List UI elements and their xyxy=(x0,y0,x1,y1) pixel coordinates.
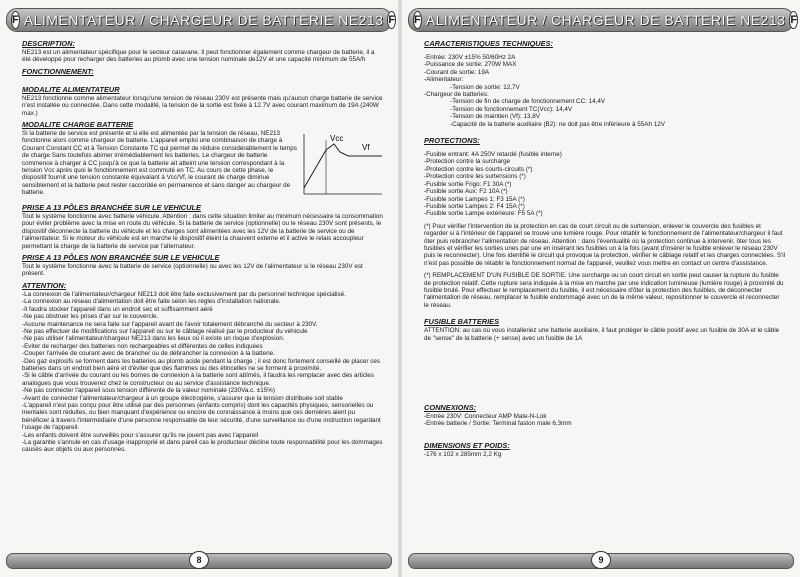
description-text: NE213 est un alimentateur spécifique pour le secteur caravane. Il peut fonctionner également comme chargeur de batterie, il a été développé pour recharger des batteries au plomb avec une tension nominale de12V et une capacité minimum de 55A/h xyxy=(22,49,375,64)
attention-item: -Couper l'arrivée de courant avec de brancher ou de débrancher la connexion à la batterie. xyxy=(22,350,275,358)
carac-chargeur-item: -Capacité de la batterie auxiliaire (B2): ne doit pas être inférieure à 55Ah 12V xyxy=(450,120,665,128)
page-content xyxy=(22,36,384,547)
protection-note-2: (*) REMPLACEMENT D'UN FUSIBLE DE SORTIE. Une surcharge ou un court circuit en sortie peut causer la rupture du fusible de protection relatif. Cette rupture sera indiquée à la mise en marche par une indication lumineuse (lumière rouge) à proximité du fusible brulé. Pour effectuer le remplacement du fusible, il est nécessaire d'ôter la protection des fusibles, de déconnecter l'alimentation de réseau, remplacer le fusible endommagé avec un de la même valeur, repositionner le couvercle et reconnecter le réseau. xyxy=(424,272,784,309)
prise-non-branchee-heading: PRISE A 13 PÔLES NON BRANCHÉE SUR LE VEHICULE xyxy=(22,253,220,263)
attention-heading: ATTENTION: xyxy=(22,280,67,290)
page-header-banner xyxy=(6,8,396,32)
attention-item: -Les enfants doivent être surveillés pour s'assurer qu'ils ne jouent pas avec l'appareil xyxy=(22,431,259,439)
page-number: 8 xyxy=(189,551,209,569)
attention-item: -Ne pas effectuer de modifications sur l'appareil ou sur le câblage réalisé par le producteur du véhicule xyxy=(22,327,308,335)
carac-item: -Alimentateur: xyxy=(424,76,464,84)
protection-item: -Protection contre les courts-circuits (*) xyxy=(424,165,533,173)
protection-item: -Fusible sortie Lampes 2: F4 15A (*) xyxy=(424,202,525,210)
page-title: ALIMENTATEUR / CHARGEUR DE BATTERIE NE213 xyxy=(425,12,786,28)
attention-item: -La connexion au réseau d'alimentation doit être faite selon les règles d'installation nationale. xyxy=(22,298,281,306)
attention-list xyxy=(22,291,384,454)
page-header-banner xyxy=(408,8,798,32)
attention-item: -Ne pas obstruer les prises d'air sur le couvercle. xyxy=(22,313,159,321)
fonctionnement-heading: FONCTIONNEMENT: xyxy=(22,66,94,76)
protection-item: -Fusible sortie Aux: F2 10A (*) xyxy=(424,188,508,196)
protection-item: -Fusible entrant: 4A 250V retardé (fusible interne) xyxy=(424,151,562,159)
page-title: ALIMENTATEUR / CHARGEUR DE BATTERIE NE213 xyxy=(23,12,384,28)
language-badge-left: F xyxy=(11,11,20,29)
charge-curve-line xyxy=(304,144,382,188)
prise-branchee-heading: PRISE A 13 PÔLES BRANCHÉE SUR LE VEHICULE xyxy=(22,203,201,213)
attention-item: -Avant de connecter l'alimentateur/chargeur à un groupe électrogène, s'assurer que la tension distribuée soit stable xyxy=(22,394,343,402)
page-footer-bar xyxy=(408,553,794,569)
prise-non-branchee-text: Tout le système fonctionne avec la batterie de service (optionnelle) ou avec les 12V de l'alimentateur si le réseau 230V est présent. xyxy=(22,263,363,278)
protection-item: -Fusible sortie Lampe extérieure: F5 5A (*) xyxy=(424,210,543,218)
dimensions-heading: DIMENSIONS ET POIDS: xyxy=(424,440,510,450)
carac-item: -Puissance de sortie: 270W MAX xyxy=(424,61,517,69)
modalite-charge-text: Si la batterie de service est présente et si elle est alimentée par la tension de réseau, NE213 fonctionne alors comme chargeur de batterie. L'appareil emploi une combinaison de charge à Courant Constant CC et à Tension Constante TC qui permet de réduire considérablement le temps de charge Sans toutefois abimer irrémédiablement les batteries. Le chargeur de batterie commence à charger à CC jusqu'à ce que la batterie ait atteint une tension correspondant à la tension Vcc après quoi le fonctionnement est commuté en TC. Au cours de cette phase, le dispositif fournit une tension constante équivalant à Vcc/Vf, le courant de charge diminue sensiblement et la batterie peut rester raccordée en permanence et sans danger au chargeur de batterie. xyxy=(22,130,297,197)
carac-chargeur-label: -Chargeur de batteries: xyxy=(424,91,489,99)
description-heading: DESCRIPTION: xyxy=(22,39,75,48)
dimensions-text: -176 x 102 x 285mm 2,2 Kg xyxy=(424,450,502,458)
attention-item: -La connexion de l'alimentateur/chargeur NE213 doit être faite exclusivement par du personnel technique spécialisé. xyxy=(22,290,346,298)
protection-item: -Fusible sortie Lampes 1: F3 15A (*) xyxy=(424,195,525,203)
attention-item: -Ne pas connecter l'appareil sous tension différente de la valeur nominale (230Va.c. ±15%) xyxy=(22,387,275,395)
carac-chargeur-item: -Tension de maintien (Vf): 13,8V xyxy=(450,113,540,121)
page-9 xyxy=(402,0,800,577)
fusible-batteries-heading: FUSIBLE BATTERIES xyxy=(424,317,500,327)
page-8 xyxy=(0,0,398,577)
carac-alim-tension: -Tension de sortie: 12,7V xyxy=(450,83,520,91)
attention-item: -Ne pas utiliser l'alimentateur/chargeur NE213 dans les lieux où il existe un risque d'explosion. xyxy=(22,335,285,343)
fusible-batteries-text: ATTENTION: au cas où vous installeriez une batterie auxiliaire, il faut protéger le câble positif avec un fusible de 30A et le câble de "sense" de la batterie (+ sense) avec un fusible de 1A xyxy=(424,327,780,342)
language-badge-left: F xyxy=(413,11,422,29)
protection-note-1: (*) Pour vérifier l'intervention de la protection en cas de court circuit ou de surtension, enlever le couvercle des fusibles et regarder si à l'intérieur de l'appareil se trouve une lumière rouge. Pour rétablir le fonctionnement de l'alimentateur/chargeur il faut ôter puis rebrancher l'alimentation de réseau. Attention : dans l'éventualité où la protection continue à intervenir, ôter tous les fusibles et vérifier les sorties unes par une en insérant les fusibles un à la fois (avant d'insérer le fusible enlever le réseau 230V puis le reconnecter). Une fois identifié le circuit qui provoque la protection, vérifier le câblage relatif et les charges connectées. S'il n'est pas possible de rétablir le fonctionnement normal de l'appareil, veuillez vous mettre en contact un centre d'assistance. xyxy=(424,222,786,267)
attention-item: -La garantie s'annule en cas d'usage inapproprié et dans pareil cas le producteur décline toute responsabilité pour les dommages causés aux objets ou aux personnes. xyxy=(22,439,383,454)
modalite-alimentateur-heading: MODALITE ALIMENTATEUR xyxy=(22,84,120,94)
prise-branchee-text: Tout le système fonctionne avec batterie véhicule. Attention : dans cette situation limiter au minimum nécessaire la consommation pour éviter problème avec la mise en route du véhicule. Si la batterie de service (optionnelle) ou le réseau 230V sont présents, le dispositif déconnecte la batterie du véhicule et les charges sont alimentées avec les 12V de la batterie de service ou de l'alimentateur. Si le moteur du véhicule est en marche le dispositif éteint la chauvent externe et il active le relais accoupleur permettant la charge de la batterie de service par l'alternateur. xyxy=(22,213,383,250)
attention-item: -Eviter de recharger des batteries non rechargeables et différentes de celles indiquées xyxy=(22,342,263,350)
protection-item: -Protection contre les surtensions (*) xyxy=(424,173,526,181)
carac-chargeur-item: -Tension de fonctionnement TC(Vcc): 14,4V xyxy=(450,105,573,113)
attention-item: -Des gaz explosifs se forment dans les batteries au plomb acide pendant la charge ; il est donc fortement conseillé de placer ces batteries dans un endroit bien aéré et d'éviter que des flammes ou des étincelles ne se forment à proximité. xyxy=(22,357,381,372)
attention-item: -Aucune maintenance ne sera faite sur l'appareil avant de l'avoir totalement débranché du secteur à 230V. xyxy=(22,320,318,328)
curve-label-vcc: Vcc xyxy=(330,134,344,144)
modalite-alimentateur-text: NE213 fonctionne comme alimentateur lorsqu'une tension de réseau 230V est présente mais qu'aucun charge batterie de service n'est installée ou connectée. Dans cette modalité, la tension de la sortie est fixée à 12.7V avec courant maximum de 19A (240W max.) xyxy=(22,94,383,117)
carac-item: -Courant de sortie: 19A xyxy=(424,68,490,76)
caracteristiques-heading: CARACTERISTIQUES TECHNIQUES: xyxy=(424,39,553,48)
protection-item: -Fusible sortie Frigo: F1 30A (*) xyxy=(424,180,512,188)
language-badge-right: F xyxy=(387,11,396,29)
charge-curve-diagram xyxy=(300,130,384,200)
protections-heading: PROTECTIONS: xyxy=(424,136,480,146)
curve-label-vf: Vf xyxy=(362,143,370,153)
protection-item: -Protection contre la surcharge xyxy=(424,158,511,166)
attention-item: -Si le câble d'arrivée du courant ou les bornes de connexion à la batterie sont abîmés, il faudra les remplacer avec des articles analogues que vous trouverez chez le constructeur ou au service d'assistance technique. xyxy=(22,372,374,387)
attention-item: -L'appareil n'est pas conçu pour être utilisé par des personnes (enfants compris) dont les capacités physiques, sensorielles ou mentales sont réduites, ou bien manquant d'expérience ou encore de connaissance à moins que ces dernières aient pu bénéficier à travers l'intermédiaire d'une personne responsable de leur sécurité, d'une surveillance ou d'une instruction regardant l'usage de l'appareil. xyxy=(22,401,381,432)
connexions-heading: CONNEXIONS: xyxy=(424,403,477,412)
page-number: 9 xyxy=(591,551,611,569)
carac-chargeur-item: -Tension de fin de charge de fonctionnement CC: 14,4V xyxy=(450,98,606,106)
modalite-charge-heading: MODALITE CHARGE BATTERIE xyxy=(22,120,134,130)
connexion-item: -Entrée batterie / Sortie: Terminal faston male 6,3mm xyxy=(424,420,572,428)
carac-item: -Entrée: 230V ±15% 50/60Hz 2A xyxy=(424,54,516,61)
connexion-item: -Entrée 230V: Connecteur AMP Mate-N-Lok xyxy=(424,413,547,420)
page-footer-bar xyxy=(6,553,392,569)
language-badge-right: F xyxy=(789,11,798,29)
attention-item: -Il faudra stocker l'appareil dans un endroit sec et suffisamment aéré xyxy=(22,305,213,313)
page-content xyxy=(424,36,786,547)
